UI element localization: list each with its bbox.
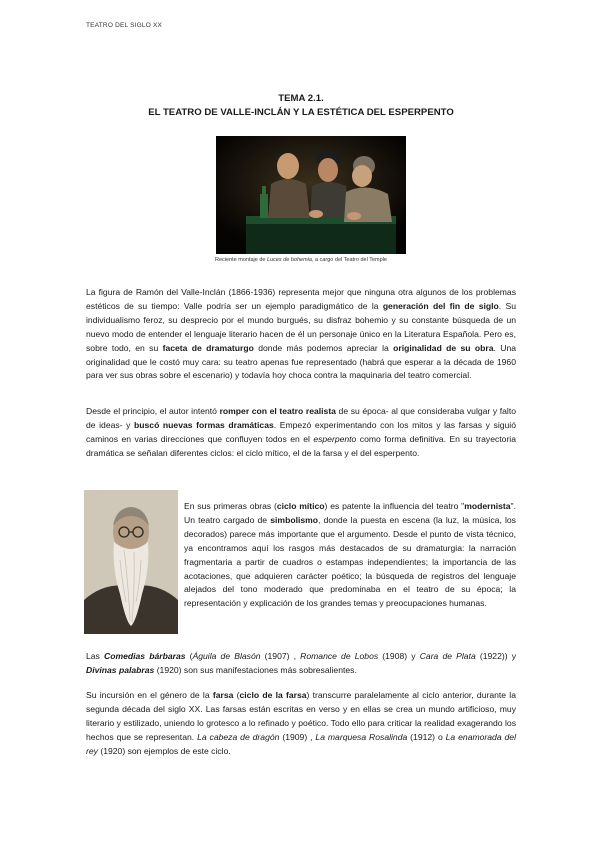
author-portrait-image — [84, 490, 178, 634]
paragraph-beginnings: Desde el principio, el autor intentó romper con el teatro realista de su época- al que consideraba vulgar y falto de ideas- y buscó nuevas formas dramáticas. Empezó experimentando con los mitos y las farsas y siguió caminos en varias direcciones que confluyen todos en el esperpento como forma definitiva. En su trayectoria dramática se señalan diferentes ciclos: el ciclo mítico, el de la farsa y el del esperpento. — [86, 406, 516, 458]
photo-caption: Reciente montaje de Luces de bohemia, a cargo del Teatro del Temple — [215, 257, 387, 263]
lesson-title: EL TEATRO DE VALLE-INCLÁN Y LA ESTÉTICA DEL ESPERPENTO — [148, 107, 454, 118]
stage-scene-image — [216, 136, 406, 254]
paragraph-mythic-cycle: En sus primeras obras (ciclo mítico) es patente la influencia del teatro "modernista". Un teatro cargado de simbolismo, donde la puesta en escena (la luz, la música, los decorados) parece más importante que el argumento. Desde el punto de vista técnico, ya encontramos aquí los rasgos más destacados de su dramaturgia: la narración fragmentaria a partir de cuadros o estampas independientes; la importancia de las acotaciones, que adquieren carácter poético; la búsqueda de registros del lenguaje alejados del tono moderado que predominaba en el teatro de su época; la representación y explicación de los grandes temas y preocupaciones humanas. — [184, 501, 516, 609]
valle-inclan-portrait — [84, 490, 178, 634]
paragraph-intro: La figura de Ramón del Valle-Inclán (1866-1936) representa mejor que ninguna otra algunos de los problemas estéticos de su tiempo: Valle podría ser un ejemplo paradigmático de la generación del fin de siglo. Su individualismo feroz, su desprecio por el mundo burgués, su disfraz bohemio y su constante búsqueda de un nuevo modo de entender el lenguaje literario hacen de él un personaje único en la Literatura Española. Pero es, sobre todo, en su faceta de dramaturgo donde más podemos apreciar la originalidad de su obra. Una originalidad que le costó muy cara: su teatro apenas fue representado (habrá que esperar a la década de 1960 para ver sus obras sobre el escenario) y todavía hoy choca contra la maquinaria del teatro comercial. — [86, 287, 517, 381]
running-header: TEATRO DEL SIGLO XX — [86, 22, 163, 29]
theatre-photo — [216, 136, 406, 254]
lesson-number: TEMA 2.1. — [278, 93, 324, 104]
paragraph-farce-cycle: Su incursión en el género de la farsa (ciclo de la farsa) transcurre paralelamente al ciclo anterior, durante la segunda década del siglo XX. Las farsas están escritas en verso y en ellas se crea un mundo artificioso, muy literario y estilizado, uniendo lo grotesco a lo refinado y poético. Todo ello para criticar la realidad exagerando los hechos que se representan. La cabeza de dragón (1909) , La marquesa Rosalinda (1912) o La enamorada del rey (1920) son ejemplos de este ciclo. — [86, 690, 516, 756]
paragraph-barbarous-comedies: Las Comedias bárbaras (Águila de Blasón (1907) , Romance de Lobos (1908) y Cara de Plata (1922)) y Divinas palabras (1920) son sus manifestaciones más sobresalientes. — [86, 651, 517, 675]
